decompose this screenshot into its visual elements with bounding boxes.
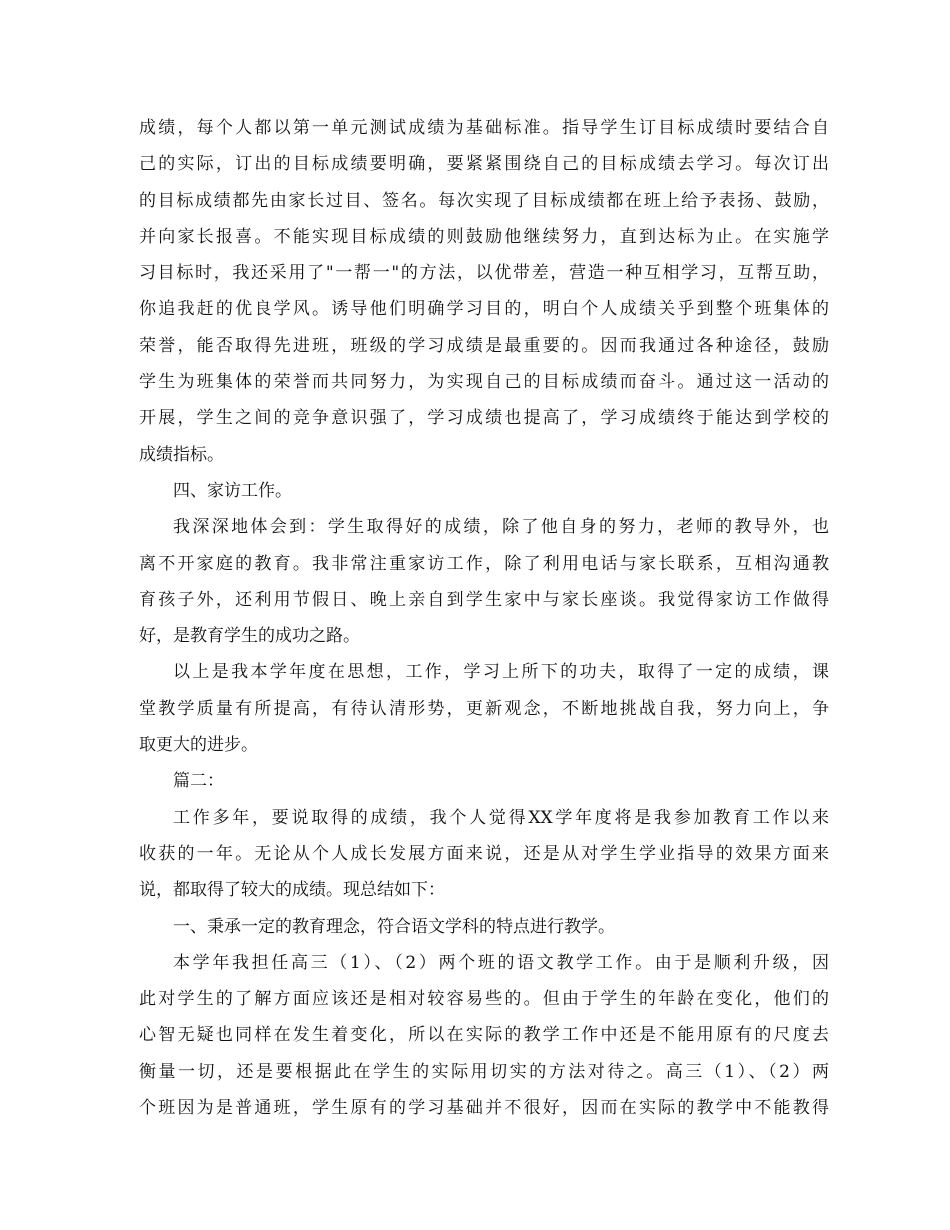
section-heading: 篇二： [173, 771, 224, 792]
text-line: 此对学生的了解方面应该还是相对较容易些的。但由于学生的年龄在变化，他们的 [139, 989, 829, 1010]
text-line: 衡量一切，还是要根据此在学生的实际用切实的方法对待之。高三（1）、（2）两 [139, 1061, 829, 1082]
section-heading: 一、秉承一定的教育理念，符合语文学科的特点进行教学。 [173, 916, 615, 937]
text-line: 好，是教育学生的成功之路。 [139, 626, 360, 647]
text-line: 己的实际，订出的目标成绩要明确，要紧紧围绕自己的目标成绩去学习。每次订出 [139, 154, 829, 175]
text-line: 成绩指标。 [139, 444, 224, 465]
text-line: 离不开家庭的教育。我非常注重家访工作，除了利用电话与家长联系，互相沟通教 [139, 553, 829, 574]
text-line: 你追我赶的优良学风。诱导他们明确学习目的，明白个人成绩关乎到整个班集体的 [139, 299, 829, 320]
text-line: 育孩子外，还利用节假日、晚上亲自到学生家中与家长座谈。我觉得家访工作做得 [139, 589, 829, 610]
text-line: 工作多年，要说取得的成绩，我个人觉得XX学年度将是我参加教育工作以来 [173, 807, 829, 828]
text-line: 学生为班集体的荣誉而共同努力，为实现自己的目标成绩而奋斗。通过这一活动的 [139, 372, 829, 393]
text-line: 以上是我本学年度在思想，工作，学习上所下的功夫，取得了一定的成绩，课 [173, 662, 829, 683]
text-line: 并向家长报喜。不能实现目标成绩的则鼓励他继续努力，直到达标为止。在实施学 [139, 226, 829, 247]
text-line: 本学年我担任高三（1）、（2）两个班的语文教学工作。由于是顺利升级，因 [173, 952, 829, 973]
text-line: 说，都取得了较大的成绩。现总结如下： [139, 880, 445, 901]
text-line: 取更大的进步。 [139, 735, 258, 756]
text-line: 成绩，每个人都以第一单元测试成绩为基础标准。指导学生订目标成绩时要结合自 [139, 118, 829, 138]
text-line: 荣誉，能否取得先进班，班级的学习成绩是最重要的。因而我通过各种途径，鼓励 [139, 335, 829, 356]
document-body [139, 110, 829, 1126]
text-line: 的目标成绩都先由家长过目、签名。每次实现了目标成绩都在班上给予表扬、鼓励， [139, 190, 829, 211]
text-line: 个班因为是普通班，学生原有的学习基础并不很好，因而在实际的教学中不能教得 [139, 1098, 829, 1119]
text-line: 堂教学质量有所提高，有待认清形势，更新观念，不断地挑战自我，努力向上，争 [139, 698, 829, 719]
text-line: 开展，学生之间的竞争意识强了，学习成绩也提高了，学习成绩终于能达到学校的 [139, 408, 829, 429]
text-line: 我深深地体会到：学生取得好的成绩，除了他自身的努力，老师的教导外，也 [173, 517, 829, 538]
text-line: 收获的一年。无论从个人成长发展方面来说，还是从对学生学业指导的效果方面来 [139, 843, 829, 864]
text-line: 心智无疑也同样在发生着变化，所以在实际的教学工作中还是不能用原有的尺度去 [139, 1025, 829, 1046]
section-heading: 四、家访工作。 [173, 480, 292, 501]
text-line: 习目标时，我还采用了"一帮一"的方法，以优带差，营造一种互相学习，互帮互助， [139, 263, 829, 284]
